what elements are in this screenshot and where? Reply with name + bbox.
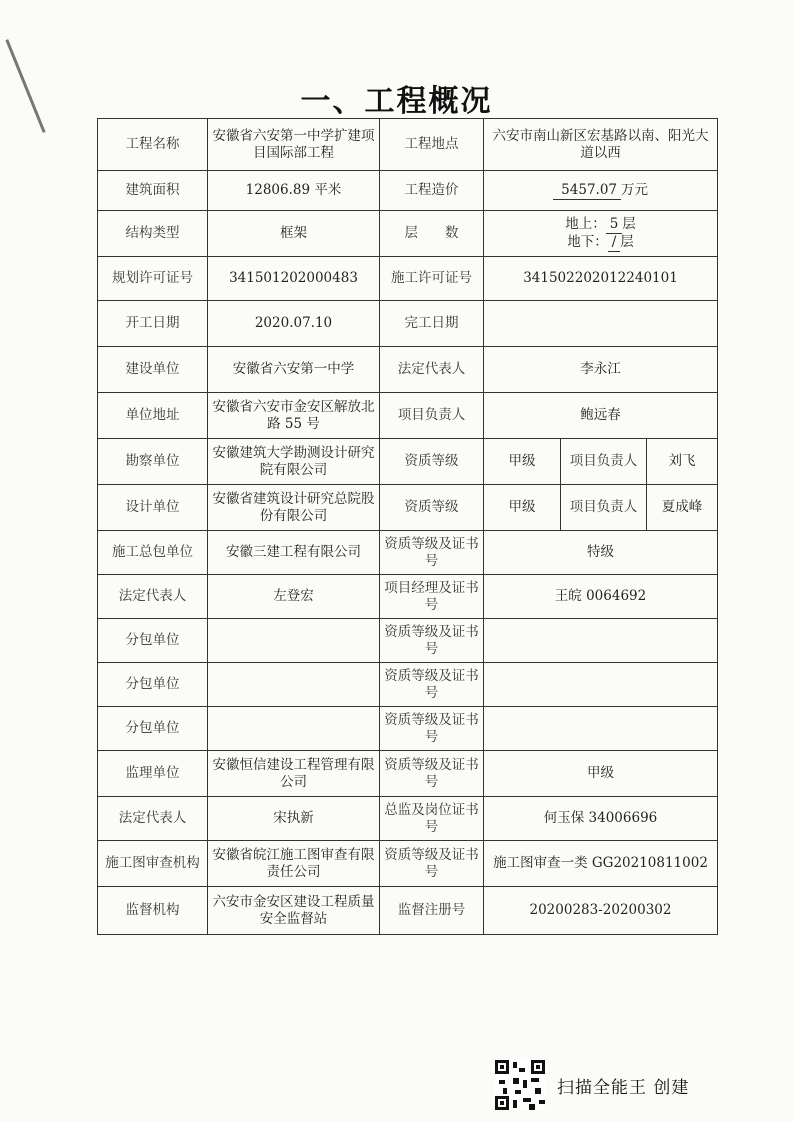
label-project-manager: 项目经理及证书号 [380,575,484,619]
label-registration-no: 监督注册号 [380,887,484,935]
row-area-cost [98,171,718,211]
label-contractor-legal-rep: 法定代表人 [98,575,208,619]
scanner-watermark [495,1060,689,1110]
value-project-name: 安徽省六安第一中学扩建项目国际部工程 [208,119,380,171]
label-legal-rep: 法定代表人 [380,347,484,393]
value-subcontractor-grade [484,619,718,663]
label-construction-permit: 施工许可证号 [380,257,484,301]
value-supervisor-legal-rep: 宋执新 [208,797,380,841]
label-building-area: 建筑面积 [98,171,208,211]
label-supervision-unit: 监理单位 [98,751,208,797]
value-project-location: 六安市南山新区宏基路以南、阳光大道以西 [484,119,718,171]
value-subcontractor [208,707,380,751]
row-general-contractor [98,531,718,575]
value-unit-address: 安徽省六安市金安区解放北路 55 号 [208,393,380,439]
label-subcontractor: 分包单位 [98,619,208,663]
value-survey-unit: 安徽建筑大学勘测设计研究院有限公司 [208,439,380,485]
value-contractor-legal-rep: 左登宏 [208,575,380,619]
value-contractor-grade: 特级 [484,531,718,575]
cost-unit: 万元 [621,181,648,198]
label-project-name: 工程名称 [98,119,208,171]
value-start-date: 2020.07.10 [208,301,380,347]
label-design-unit: 设计单位 [98,485,208,531]
qr-code-icon [495,1060,545,1110]
value-building-area: 12806.89 平米 [208,171,380,211]
value-general-contractor: 安徽三建工程有限公司 [208,531,380,575]
label-subcontractor-grade: 资质等级及证书号 [380,663,484,707]
label-structure-type: 结构类型 [98,211,208,257]
label-start-date: 开工日期 [98,301,208,347]
floors-below: 地下： / 层 [567,233,634,250]
value-project-lead: 鲍远春 [484,393,718,439]
value-registration-no: 20200283-20200302 [484,887,718,935]
row-address [98,393,718,439]
label-survey-grade: 资质等级 [380,439,484,485]
scanner-watermark-text: 扫描全能王 创建 [557,1077,690,1098]
value-project-cost [484,171,718,211]
label-subcontractor-grade: 资质等级及证书号 [380,619,484,663]
row-supervisor-rep [98,797,718,841]
value-supervision-unit: 安徽恒信建设工程管理有限公司 [208,751,380,797]
row-drawing-review [98,841,718,887]
value-drawing-review-org: 安徽省皖江施工图审查有限责任公司 [208,841,380,887]
label-completion-date: 完工日期 [380,301,484,347]
label-project-location: 工程地点 [380,119,484,171]
row-contractor-rep [98,575,718,619]
label-project-cost: 工程造价 [380,171,484,211]
label-project-lead: 项目负责人 [380,393,484,439]
value-floors [484,211,718,257]
project-overview-table [97,118,718,935]
value-subcontractor-grade [484,707,718,751]
label-owner-unit: 建设单位 [98,347,208,393]
label-subcontractor: 分包单位 [98,707,208,751]
value-design-unit: 安徽省建筑设计研究总院股份有限公司 [208,485,380,531]
row-supervision-agency [98,887,718,935]
value-construction-permit: 341502202012240101 [484,257,718,301]
row-survey [98,439,718,485]
row-supervisor [98,751,718,797]
floors-above: 地上： 5 层 [565,215,636,232]
value-supervision-grade: 甲级 [484,751,718,797]
label-survey-unit: 勘察单位 [98,439,208,485]
label-supervision-agency: 监督机构 [98,887,208,935]
value-review-grade: 施工图审查一类 GG20210811002 [484,841,718,887]
value-supervision-agency: 六安市金安区建设工程质量安全监督站 [208,887,380,935]
value-design-grade: 甲级 [484,485,561,531]
label-subcontractor-grade: 资质等级及证书号 [380,707,484,751]
label-unit-address: 单位地址 [98,393,208,439]
row-subcontractor-1 [98,619,718,663]
value-chief-supervisor: 何玉保 34006696 [484,797,718,841]
label-supervision-grade: 资质等级及证书号 [380,751,484,797]
label-drawing-review-org: 施工图审查机构 [98,841,208,887]
row-subcontractor-3 [98,707,718,751]
row-subcontractor-2 [98,663,718,707]
value-survey-lead: 刘飞 [647,439,718,485]
value-owner-unit: 安徽省六安第一中学 [208,347,380,393]
label-planning-permit: 规划许可证号 [98,257,208,301]
label-supervisor-legal-rep: 法定代表人 [98,797,208,841]
row-dates [98,301,718,347]
label-survey-lead: 项目负责人 [561,439,647,485]
row-structure-floors [98,211,718,257]
label-review-grade: 资质等级及证书号 [380,841,484,887]
value-project-manager: 王皖 0064692 [484,575,718,619]
page-title: 一、工程概况 [300,84,493,119]
label-contractor-grade: 资质等级及证书号 [380,531,484,575]
value-legal-rep: 李永江 [484,347,718,393]
value-subcontractor [208,619,380,663]
row-permits [98,257,718,301]
row-design [98,485,718,531]
value-completion-date [484,301,718,347]
value-structure-type: 框架 [208,211,380,257]
label-general-contractor: 施工总包单位 [98,531,208,575]
row-owner [98,347,718,393]
value-survey-grade: 甲级 [484,439,561,485]
value-subcontractor [208,663,380,707]
value-planning-permit: 341501202000483 [208,257,380,301]
cost-amount: 5457.07 [553,182,621,200]
label-subcontractor: 分包单位 [98,663,208,707]
value-design-lead: 夏成峰 [647,485,718,531]
label-design-grade: 资质等级 [380,485,484,531]
label-design-lead: 项目负责人 [561,485,647,531]
label-floors: 层 数 [380,211,484,257]
value-subcontractor-grade [484,663,718,707]
label-chief-supervisor: 总监及岗位证书号 [380,797,484,841]
row-project-name [98,119,718,171]
